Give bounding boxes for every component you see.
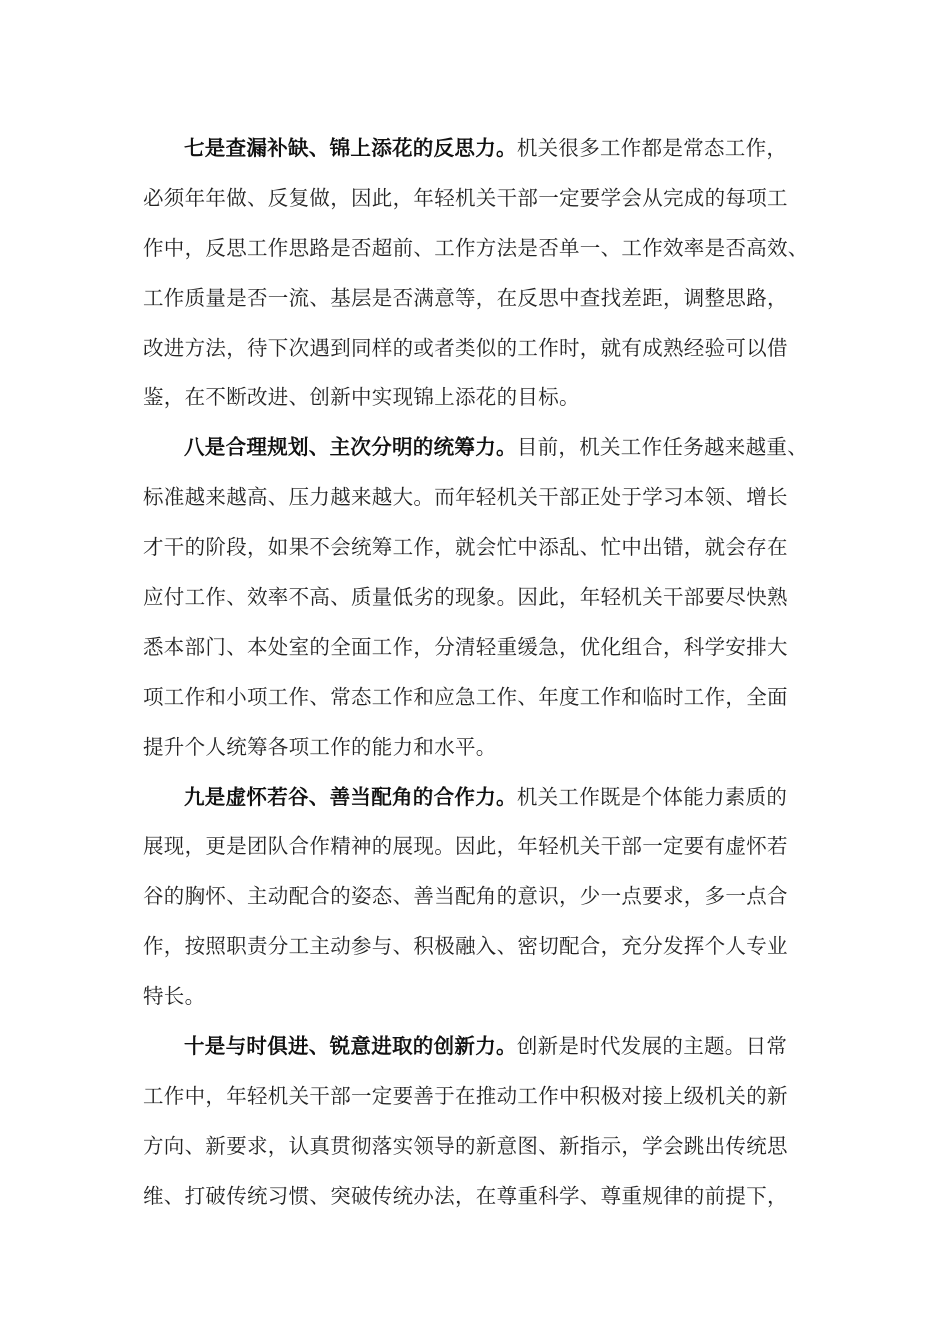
paragraph-7-line-1 <box>143 124 823 174</box>
paragraph-8-line-6: 项工作和小项工作、常态工作和应急工作、年度工作和临时工作，全面 <box>143 684 788 709</box>
paragraph-8-text: 目前，机关工作任务越来越重、 <box>516 435 809 460</box>
paragraph-10-heading: 十是与时俱进、锐意进取的创新力。 <box>184 1034 517 1059</box>
paragraph-9-line-2: 展现，更是团队合作精神的展现。因此，年轻机关干部一定要有虚怀若 <box>143 834 788 859</box>
paragraph-8-line-4: 应付工作、效率不高、质量低劣的现象。因此，年轻机关干部要尽快熟 <box>143 585 788 610</box>
paragraph-7-text: 机关很多工作都是常态工作， <box>516 136 788 160</box>
paragraph-10-line-2: 工作中，年轻机关干部一定要善于在推动工作中积极对接上级机关的新 <box>143 1083 788 1108</box>
paragraph-7-line-2: 必须年年做、反复做，因此，年轻机关干部一定要学会从完成的每项工 <box>143 185 788 210</box>
paragraph-7-heading: 七是查漏补缺、锦上添花的反思力。 <box>184 136 517 160</box>
paragraph-10-line-4: 维、打破传统习惯、突破传统办法，在尊重科学、尊重规律的前提下， <box>143 1183 788 1208</box>
paragraph-7-line-4: 工作质量是否一流、基层是否满意等，在反思中查找差距，调整思路， <box>143 285 788 310</box>
paragraph-9-heading: 九是虚怀若谷、善当配角的合作力。 <box>184 784 517 809</box>
paragraph-10-text: 创新是时代发展的主题。日常 <box>516 1034 788 1059</box>
paragraph-7-line-6: 鉴，在不断改进、创新中实现锦上添花的目标。 <box>143 385 580 410</box>
paragraph-7-line-5: 改进方法，待下次遇到同样的或者类似的工作时，就有成熟经验可以借 <box>143 335 788 360</box>
paragraph-10-line-3: 方向、新要求，认真贯彻落实领导的新意图、新指示，学会跳出传统思 <box>143 1133 788 1158</box>
paragraph-8-heading: 八是合理规划、主次分明的统筹力。 <box>184 435 517 460</box>
paragraph-9-line-3: 谷的胸怀、主动配合的姿态、善当配角的意识，少一点要求，多一点合 <box>143 884 788 909</box>
paragraph-8-line-2: 标准越来越高、压力越来越大。而年轻机关干部正处于学习本领、增长 <box>143 485 788 510</box>
paragraph-9-line-5: 特长。 <box>143 984 206 1009</box>
paragraph-9-line-1 <box>143 773 823 823</box>
paragraph-8-line-1 <box>143 423 823 473</box>
paragraph-9-text: 机关工作既是个体能力素质的 <box>516 784 788 809</box>
document-body <box>143 124 823 1222</box>
paragraph-8-line-5: 悉本部门、本处室的全面工作，分清轻重缓急，优化组合，科学安排大 <box>143 634 788 659</box>
paragraph-8-line-7: 提升个人统筹各项工作的能力和水平。 <box>143 734 497 759</box>
paragraph-9-line-4: 作，按照职责分工主动参与、积极融入、密切配合，充分发挥个人专业 <box>143 934 788 959</box>
paragraph-10-line-1 <box>143 1022 823 1072</box>
paragraph-7-line-3: 作中，反思工作思路是否超前、工作方法是否单一、工作效率是否高效、 <box>143 235 809 260</box>
paragraph-8-line-3: 才干的阶段，如果不会统筹工作，就会忙中添乱、忙中出错，就会存在 <box>143 535 788 560</box>
